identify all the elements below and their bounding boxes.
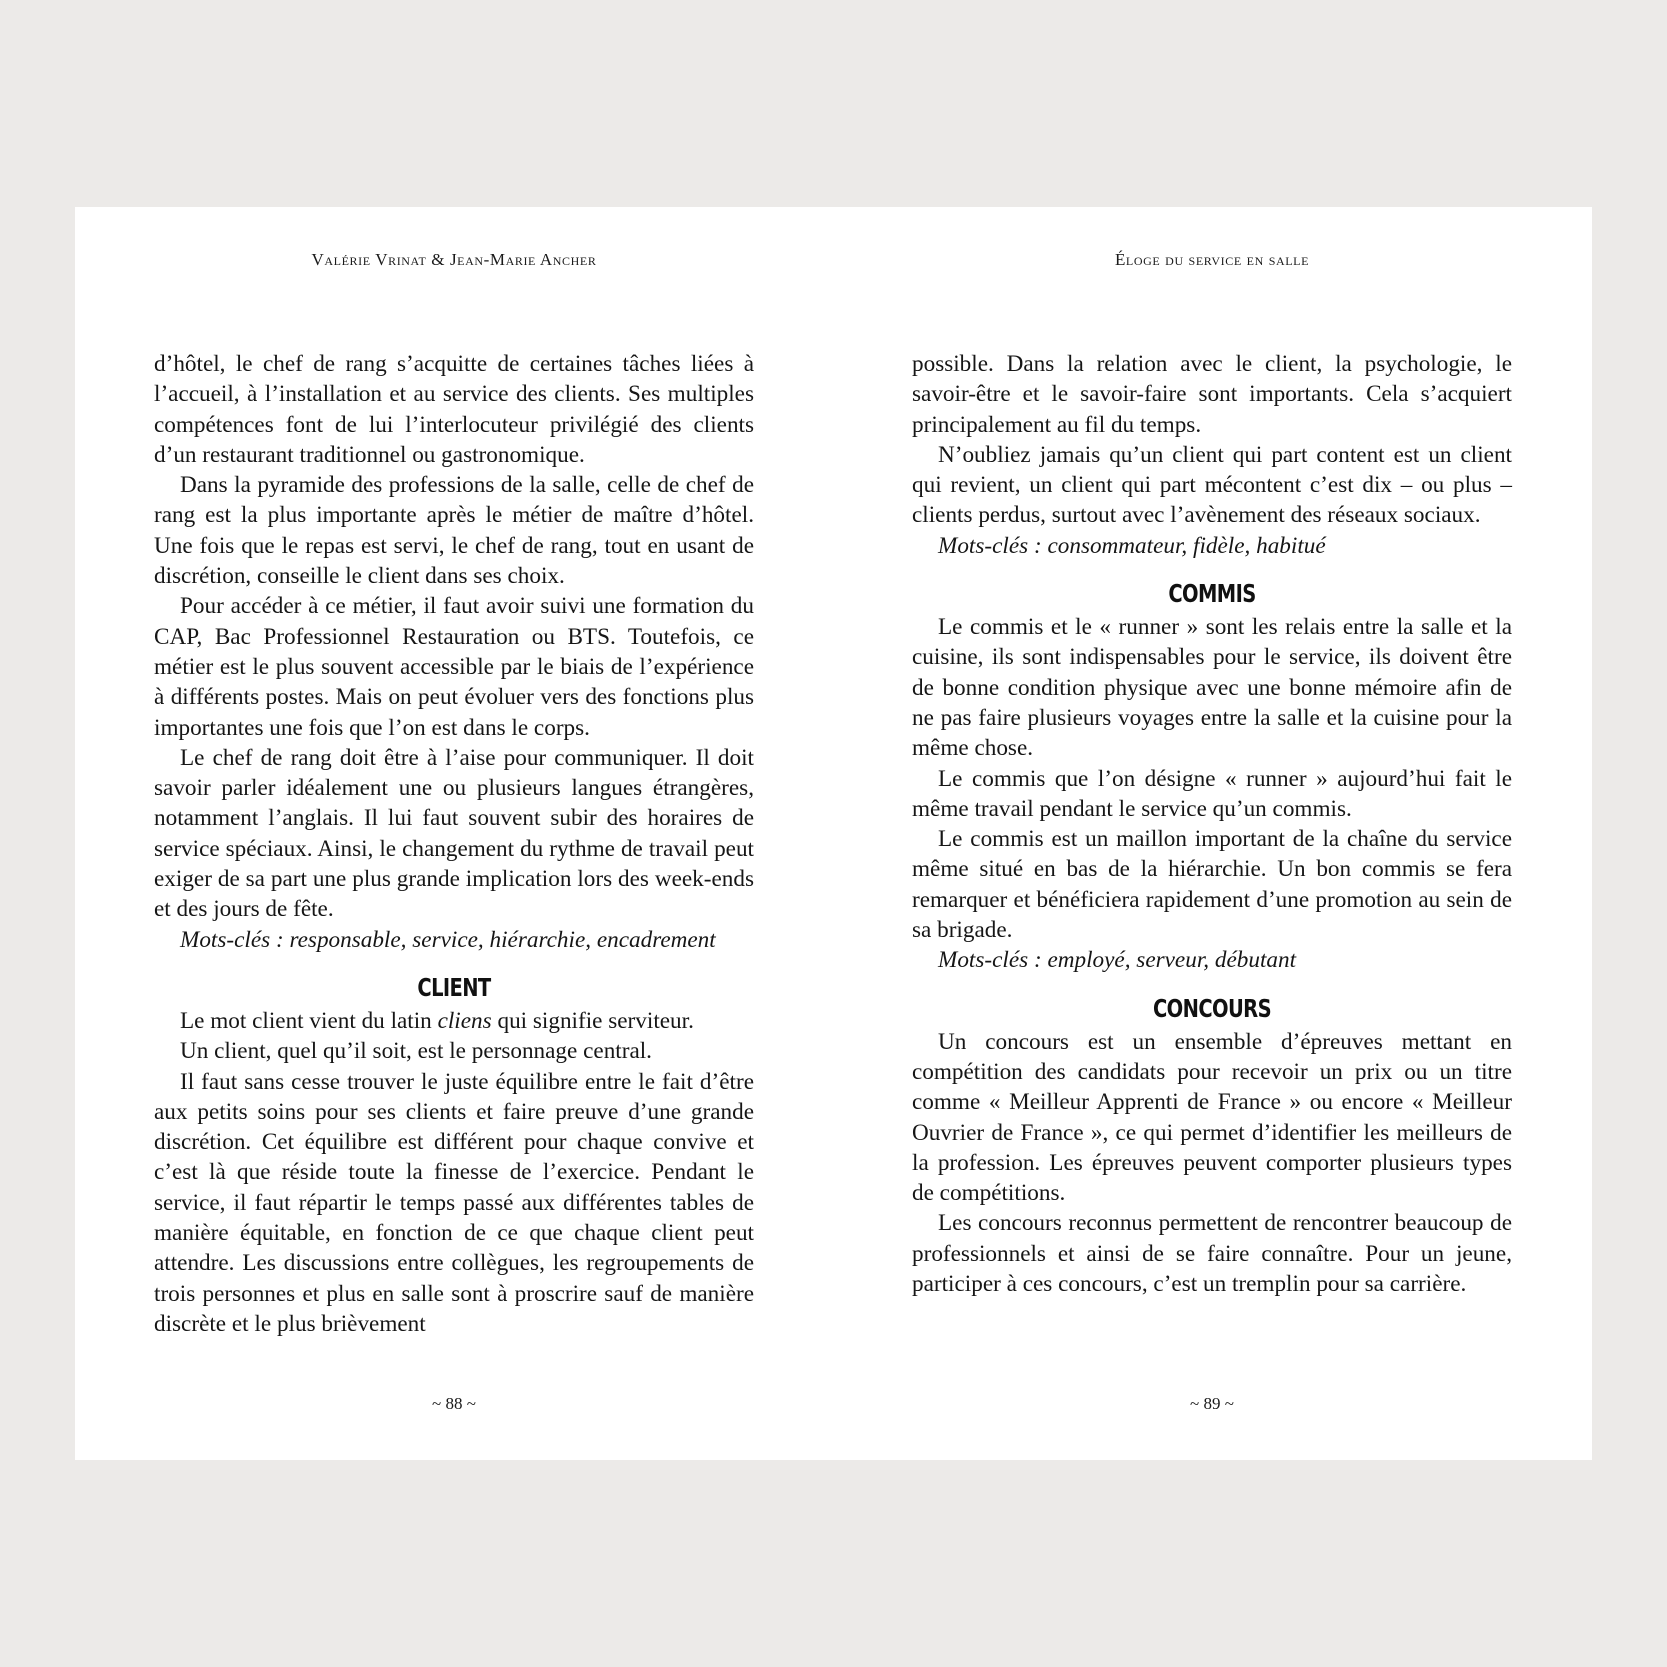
keywords-line: Mots-clés : consommateur, fidèle, habitué	[938, 532, 1326, 559]
paragraph: Le commis et le « runner » sont les relais entre la salle et la cuisine, ils sont indispensables pour le service, ils doivent être de bonne condition physique avec une bonne mémoire afin de ne pas faire plusieurs voyages entre la salle et la cuisine pour la même chose.	[912, 614, 1512, 762]
paragraph: Les concours reconnus permettent de rencontrer beaucoup de professionnels et ainsi de se faire connaître. Pour un jeune, participer à ces concours, c’est un tremplin pour sa carrière.	[912, 1210, 1512, 1298]
left-page	[154, 207, 754, 1460]
left-page-body	[154, 349, 754, 1339]
paragraph: Pour accéder à ce métier, il faut avoir suivi une formation du CAP, Bac Professionnel Restauration ou BTS. Toutefois, ce métier est le plus souvent accessible par le biais de l’expérience à différents postes. Mais on peut évoluer vers des fonctions plus importantes une fois que l’on est dans le corps.	[154, 593, 754, 741]
keywords-line: Mots-clés : employé, serveur, débutant	[938, 947, 1297, 974]
text-run: qui signifie serviteur.	[491, 1007, 694, 1034]
book-spread	[75, 207, 1592, 1460]
section-heading-client: CLIENT	[417, 972, 491, 1002]
paragraph: Le commis est un maillon important de la chaîne du service même situé en bas de la hiérarchie. Un bon commis se fera remarquer et bénéficiera rapidement d’une promotion au sein de sa brigade.	[912, 826, 1512, 944]
running-head-title: Éloge du service en salle	[1114, 250, 1310, 269]
right-page-body	[912, 349, 1512, 1299]
section-heading-commis: COMMIS	[1168, 579, 1256, 609]
page-number: ~ 89 ~	[1190, 1394, 1234, 1413]
paragraph: Le chef de rang doit être à l’aise pour communiquer. Il doit savoir parler idéalement une ou plusieurs langues étrangères, notamment l’anglais. Il lui faut souvent subir des horaires de service spéciaux. Ainsi, le changement du rythme de travail peut exiger de sa part une plus grande implication lors des week-ends et des jours de fête.	[154, 744, 754, 923]
paragraph: Un concours est un ensemble d’épreuves mettant en compétition des candidats pour recevoir un prix ou un titre comme « Meilleur Apprenti de France » ou encore « Meilleur Ouvrier de France », ce qui permet d’identifier les meilleurs de la profession. Les épreuves peuvent comporter plusieurs types de compétitions.	[912, 1028, 1512, 1207]
page-number: ~ 88 ~	[432, 1394, 476, 1413]
running-head-authors: Valérie Vrinat & Jean-Marie Ancher	[311, 250, 597, 269]
section-heading-concours: CONCOURS	[1153, 993, 1271, 1023]
paragraph: Le commis que l’on désigne « runner » aujourd’hui fait le même travail pendant le service qu’un commis.	[912, 765, 1512, 822]
right-page	[912, 207, 1512, 1460]
paragraph: Un client, quel qu’il soit, est le personnage central.	[180, 1038, 652, 1065]
paragraph: Dans la pyramide des professions de la salle, celle de chef de rang est la plus importante après le métier de maître d’hôtel. Une fois que le repas est servi, le chef de rang, tout en usant de discrétion, conseille le client dans ses choix.	[154, 472, 754, 590]
paragraph: Il faut sans cesse trouver le juste équilibre entre le fait d’être aux petits soins pour ses clients et faire preuve d’une grande discrétion. Cet équilibre est différent pour chaque convive et c’est là que réside toute la finesse de l’exercice. Pendant le service, il faut répartir le temps passé aux différentes tables de manière équitable, en fonction de ce que chaque client peut attendre. Les discussions entre collègues, les regroupements de trois personnes et plus en salle sont à proscrire sauf de manière discrète et le plus brièvement	[154, 1068, 754, 1337]
text-run: Le mot client vient du latin	[180, 1007, 438, 1034]
paragraph: possible. Dans la relation avec le client, la psychologie, le savoir-être et le savoir-faire sont importants. Cela s’acquiert principalement au fil du temps.	[912, 351, 1512, 438]
keywords-line: Mots-clés : responsable, service, hiérarchie, encadrement	[180, 926, 716, 953]
latin-word: cliens	[437, 1007, 492, 1034]
paragraph: d’hôtel, le chef de rang s’acquitte de certaines tâches liées à l’accueil, à l’installation et au service des clients. Ses multiples compétences font de lui l’interlocuteur privilégié des clients d’un restaurant traditionnel ou gastronomique.	[154, 351, 754, 468]
paragraph	[154, 1006, 754, 1036]
paragraph: N’oubliez jamais qu’un client qui part content est un client qui revient, un client qui part mécontent c’est dix – ou plus – clients perdus, surtout avec l’avènement des réseaux sociaux.	[912, 441, 1512, 529]
